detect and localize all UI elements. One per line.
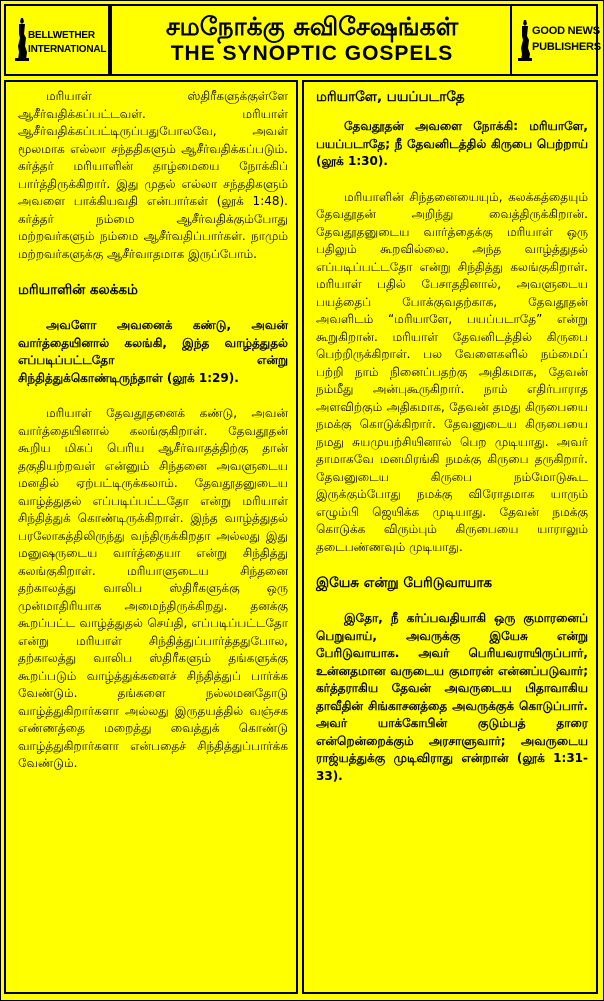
scripture-quote: இதோ, நீ கர்ப்பவதியாகி ஒரு குமாரனைப் பெறுவாய், அவருக்கு இயேசு என்று பேரிடுவாயாக. அவர் பெரியவராயிருப்பார், உன்னதமான வருடைய குமாரன் என்னப்படுவார்; கர்த்தராகிய தேவன் அவருடைய பிதாவாகிய தாவீதின் சிங்காசனத்தை அவருக்குக் கொடுப்பார். அவர் யாக்கோபின் குடும்பத் தாரை என்றென்றைக்கும் அரசாளுவார்; அவருடைய ராஜ்யத்துக்கு முடிவிராது என்றான் (லூக் 1:31-33). bbox=[316, 611, 588, 783]
good-news-text: GOOD NEWS PUBLISHERS bbox=[532, 25, 601, 53]
left-column bbox=[4, 80, 298, 994]
page-title-english: THE SYNOPTIC GOSPELS bbox=[170, 42, 454, 65]
section-heading: மரியாளின் கலக்கம் bbox=[18, 282, 138, 298]
title-box bbox=[110, 4, 514, 76]
body-paragraph: மரியாள் தேவதூதனைக் கண்டு, அவன் வார்த்தையினால் கலங்குகிறாள். தேவதூதன் கூறிய மிகப் பெரிய ஆசீர்வாதத்திற்கு தான் தகுதியற்றவள் என்னும் சிந்தனை அவளுடைய மனதில் ஏற்பட்டிருக்கலாம். தேவதூதனுடைய வாழ்த்துதல் எப்படிப்பட்டதோ என்று மரியாள் சிந்தித்துக் கொண்டிருக்கிறாள். இந்த வாழ்த்துதல் பரலோகத்திலிருந்து வந்திருக்கிறதா அல்லது இது மனுஷருடைய வார்த்தையா என்று சிந்தித்து கலங்குகிறாள். மரியாளுடைய சிந்தனை தற்காலத்து வாலிப ஸ்திரீகளுக்கு ஒரு முன்மாதிரியாக அமைந்திருக்கிறது. தனக்கு கூறப்பட்ட வாழ்த்துதல் செய்தி, எப்படிப்பட்டதோ என்று மரியாள் சிந்தித்துப்பார்த்ததுபோல, தற்காலத்து வாலிப ஸ்திரீகளும் தங்களுக்கு கூறப்படும் வாழ்த்துக்களைச் சிந்தித்துப் பார்க்க வேண்டும். தங்களை நல்லமனதோடு வாழ்த்துகிறார்களா அல்லது இருதயத்தில் வஞ்சக எண்ணத்தை மறைத்து வைத்துக் கொண்டு வாழ்த்துகிறார்களா என்பதைச் சிந்தித்துப்பார்க்க வேண்டும். bbox=[18, 406, 288, 770]
section-heading: இயேசு என்று பேரிடுவாயாக bbox=[316, 575, 493, 591]
scripture-quote: அவளோ அவனைக் கண்டு, அவன் வார்த்தையினால் கலங்கி, இந்த வாழ்த்துதல் எப்படிப்பட்டதோ என்று சிந்தித்துக்கொண்டிருந்தாள் (லூக் 1:29). bbox=[18, 318, 288, 385]
bellwether-text: BELLWETHER INTERNATIONAL bbox=[28, 30, 107, 55]
good-news-logo bbox=[510, 4, 601, 76]
page-title-tamil: சமநோக்கு சுவிசேஷங்கள் bbox=[165, 12, 459, 41]
right-column bbox=[302, 80, 598, 994]
bellwether-logo bbox=[4, 4, 110, 76]
header bbox=[4, 4, 601, 76]
section-heading: மரியாளே, பயப்படாதே bbox=[316, 89, 465, 105]
body-paragraph: மரியாளின் சிந்தனையையும், கலக்கத்தையும் தேவதூதன் அறிந்து வைத்திருக்கிறான். தேவதூதனுடைய வார்த்தைக்கு மரியாள் ஒரு பதிலும் கூறவில்லை. அந்த வாழ்த்துதல் எப்படிப்பட்டதோ என்று சிந்தித்து கலங்குகிறாள். மரியாள் பதில் பேசாததினால், அவளுடைய பயத்தைப் போக்குவதற்காக, தேவதூதன் அவளிடம் “மரியாளே, பயப்படாதே” என்று கூறுகிறான். மரியாள் தேவனிடத்தில் கிருபை பெற்றிருக்கிறாள். பல வேளைகளில் நம்மைப் பற்றி நாம் நினைப்பதற்கு அதிகமாக, தேவன் நம்மீது அன்புகூருகிறார். நாம் எதிர்பாராத அளவிற்கும் அதிகமாக, தேவன் தமது கிருபையை நமக்கு கொடுக்கிறார். தேவனுடைய கிருபையை நமது சுயமுயற்சியினால் பெற முடியாது. அவர் தாமாகவே மனமிரங்கி நமக்கு கிருபை தருகிறார். தேவனுடைய கிருபை நம்மோடுகூட இருக்கும்போது நமக்கு விரோதமாக யாரும் எழும்பி ஜெயிக்க முடியாது. தேவன் நமக்கு கொடுக்க விரும்பும் கிருபையை யாராலும் தடைபண்ணவும் முடியாது. bbox=[316, 189, 588, 554]
body-paragraph: மரியாள் ஸ்திரீகளுக்குள்ளே ஆசீர்வதிக்கப்பட்டவள். மரியாள் ஆசீர்வதிக்கப்பட்டிருப்பதுபோலவே, அவள் மூலமாக எல்லா சந்ததிகளும் ஆசீர்வதிக்கப்படும். கர்த்தர் மரியாளின் தாழ்மையை நோக்கிப் பார்த்திருக்கிறார். இது முதல் எல்லா சந்ததிகளும் அவளை பாக்கியவதி என்பார்கள் (லூக் 1:48). கர்த்தர் நம்மை ஆசீர்வதிக்கும்போது மற்றவர்களும் நம்மை ஆசீர்வதிப்பார்கள். நாமும் மற்றவர்களுக்கு ஆசீர்வாதமாக இருப்போம். bbox=[18, 89, 288, 261]
scripture-quote: தேவதூதன் அவளை நோக்கி: மரியாளே, பயப்படாதே; நீ தேவனிடத்தில் கிருபை பெற்றாய் (லூக் 1:30). bbox=[316, 119, 588, 168]
